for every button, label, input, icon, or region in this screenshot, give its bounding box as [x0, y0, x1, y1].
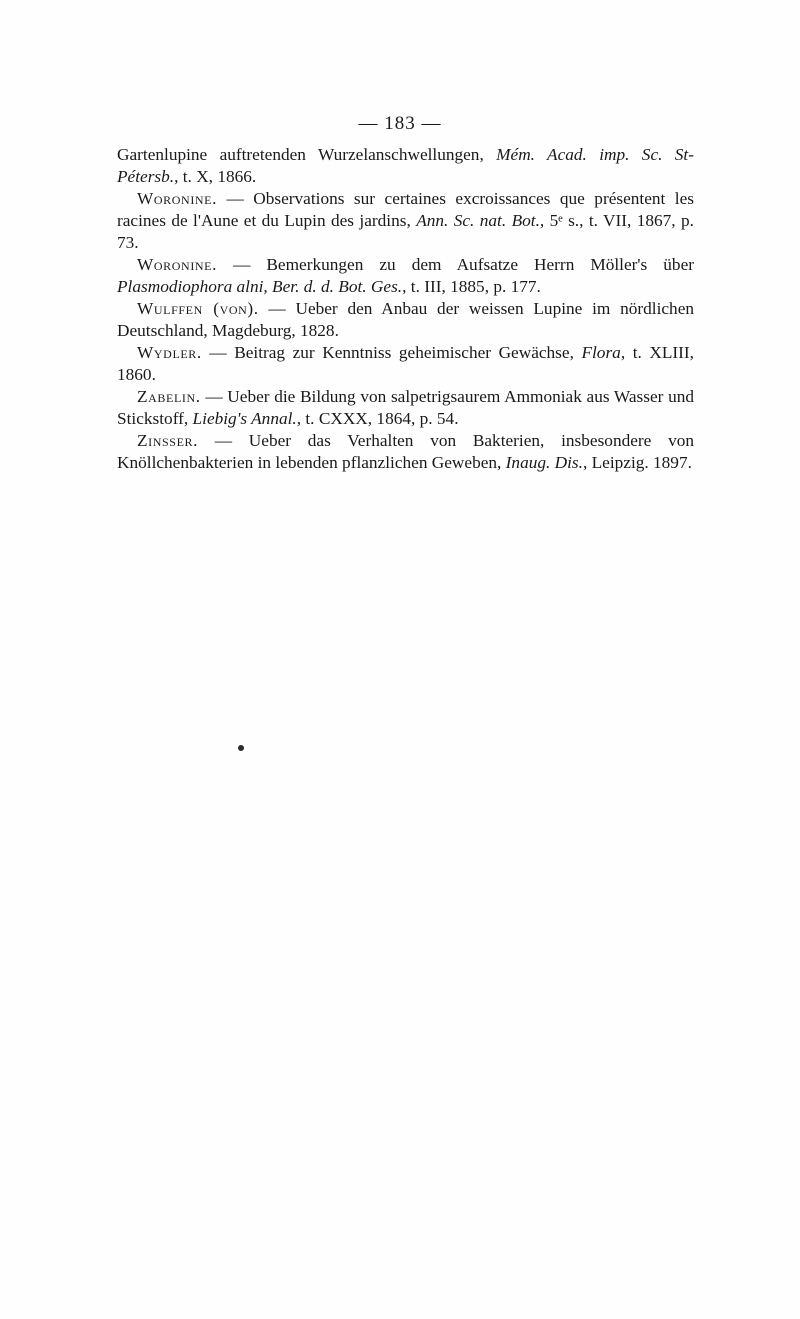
entry-citation: , Leipzig. 1897. — [582, 453, 692, 472]
bibliography-entry — [117, 342, 694, 386]
entry-journal: Mém. Acad. imp. Sc. St-Pétersb. — [117, 145, 694, 186]
entry-text: Gartenlupine auftretenden Wurzelanschwellungen, — [117, 145, 497, 164]
entry-citation: , t. X, 1866. — [174, 167, 257, 186]
entry-text: — Bemerkungen zu dem Aufsatze Herrn Möller's über — [217, 255, 694, 274]
bibliography-entry — [117, 144, 694, 188]
entry-author: Woronine. — [137, 189, 218, 208]
bibliography-entry — [117, 386, 694, 430]
entry-journal: Inaug. Dis. — [505, 453, 583, 472]
entry-author: Wulffen (von). — [137, 299, 259, 318]
ink-dot — [238, 745, 244, 751]
entry-citation: , 5ᵉ s., t. VII, 1867, p. 73. — [117, 211, 694, 252]
bibliography-entry — [117, 430, 694, 474]
entry-author: Wydler. — [137, 343, 202, 362]
entry-citation: , t. III, 1885, p. 177. — [402, 277, 541, 296]
page-number: — 183 — — [358, 113, 442, 134]
entry-author: Zabelin. — [137, 387, 201, 406]
entry-journal: Flora — [581, 343, 621, 362]
bibliography-entry — [117, 254, 694, 298]
entry-journal: Ann. Sc. nat. Bot. — [416, 211, 540, 230]
entry-citation: , t. XLIII, 1860. — [117, 343, 694, 384]
bibliography-entry — [117, 298, 694, 342]
entry-author: Woronine. — [137, 255, 218, 274]
entry-journal: Liebig's Annal. — [192, 409, 297, 428]
entry-text: — Observations sur certaines excroissances que présentent les racines de l'Aune et du Lupin des jardins, — [117, 189, 694, 230]
entry-author: Zinsser. — [137, 431, 199, 450]
entry-text: — Ueber die Bildung von salpetrigsaurem Ammoniak aus Wasser und Stickstoff, — [117, 387, 694, 428]
entry-text: — Beitrag zur Kenntniss geheimischer Gewächse, — [201, 343, 582, 362]
entry-text: — Ueber den Anbau der weissen Lupine im nördlichen Deutschland, Magdeburg, 1828. — [117, 299, 694, 340]
entry-journal: Plasmodiophora alni, Ber. d. d. Bot. Ges. — [117, 277, 403, 296]
entry-citation: , t. CXXX, 1864, p. 54. — [296, 409, 459, 428]
bibliography-entry — [117, 188, 694, 254]
entry-text: — Ueber das Verhalten von Bakterien, insbesondere von Knöllchenbakterien in lebenden pflanzlichen Geweben, — [117, 431, 694, 472]
bibliography-list — [117, 144, 694, 474]
